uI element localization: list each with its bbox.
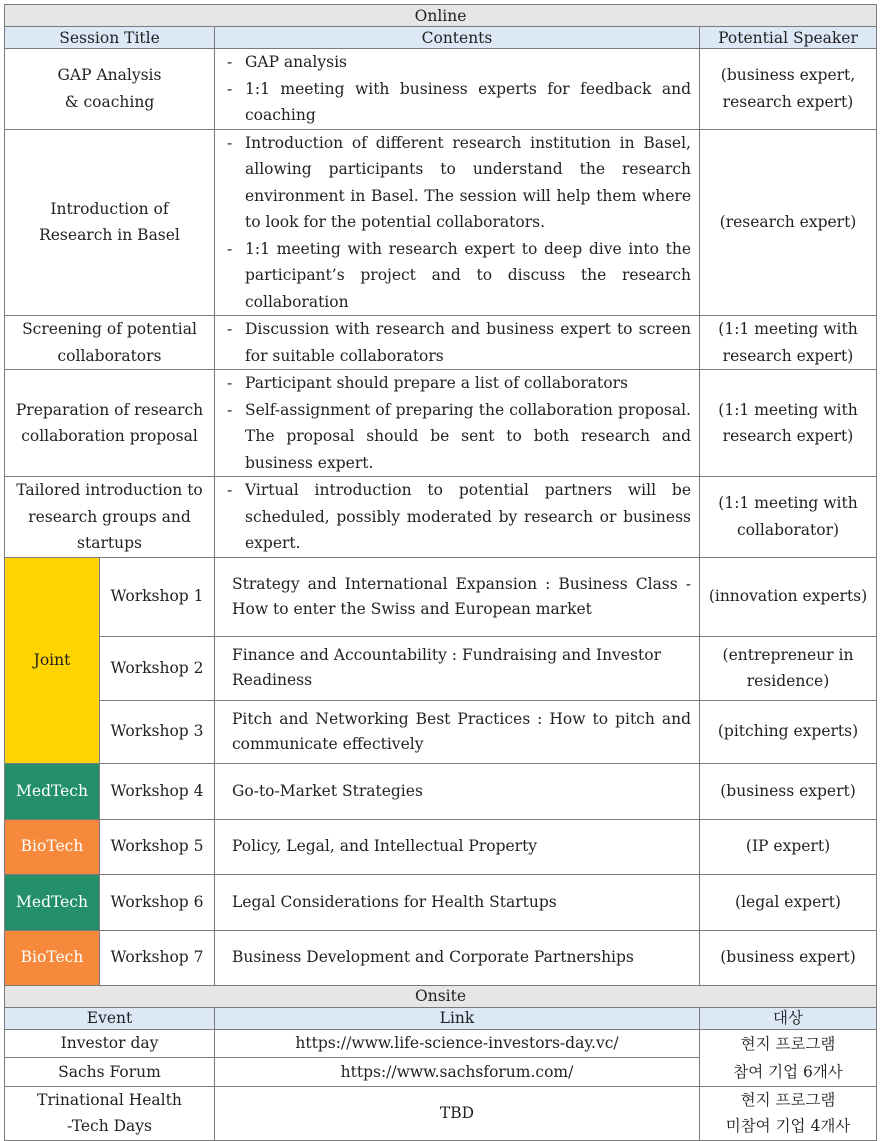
workshop-content: Finance and Accountability : Fundraising and Investor Readiness	[215, 636, 700, 700]
session-row	[5, 370, 877, 477]
workshop-speaker: (innovation experts)	[700, 557, 877, 636]
content-item: - Discussion with research and business expert to screen for suitable collaborators	[223, 316, 691, 369]
workshop-content: Business Development and Corporate Partnerships	[215, 930, 700, 985]
workshop-name: Workshop 5	[100, 819, 215, 874]
event-link[interactable]: https://www.life-science-investors-day.vc/	[215, 1029, 700, 1058]
content-item: - Introduction of different research institution in Basel, allowing participants to understand the research environment in Basel. The session will help them where to look for the potential collaborators.	[223, 130, 691, 236]
session-title: Preparation of research collaboration proposal	[5, 370, 215, 477]
track-biotech: BioTech	[5, 930, 100, 985]
event-target: 현지 프로그램 미참여 기업 4개사	[700, 1086, 877, 1140]
workshop-name: Workshop 4	[100, 763, 215, 819]
session-title: Tailored introduction to research groups and startups	[5, 477, 215, 558]
event-link[interactable]: https://www.sachsforum.com/	[215, 1058, 700, 1087]
session-contents	[215, 370, 700, 477]
content-item: - Virtual introduction to potential partners will be scheduled, possibly moderated by research or business expert.	[223, 477, 691, 557]
workshop-row	[5, 819, 877, 874]
session-title: Screening of potential collaborators	[5, 316, 215, 370]
workshop-name: Workshop 3	[100, 700, 215, 763]
workshop-content: Legal Considerations for Health Startups	[215, 874, 700, 930]
session-contents	[215, 477, 700, 558]
workshop-name: Workshop 7	[100, 930, 215, 985]
session-speaker: (1:1 meeting with research expert)	[700, 370, 877, 477]
session-contents	[215, 316, 700, 370]
event-target: 현지 프로그램 참여 기업 6개사	[700, 1029, 877, 1086]
content-item: - GAP analysis	[223, 49, 691, 76]
workshop-speaker: (IP expert)	[700, 819, 877, 874]
session-contents	[215, 129, 700, 316]
content-item: - Participant should prepare a list of collaborators	[223, 370, 691, 397]
track-medtech: MedTech	[5, 874, 100, 930]
workshop-content: Go-to-Market Strategies	[215, 763, 700, 819]
event-row	[5, 1086, 877, 1140]
program-table-wrapper	[4, 4, 876, 1141]
workshop-content: Strategy and International Expansion : Business Class - How to enter the Swiss and European market	[215, 557, 700, 636]
workshop-speaker: (legal expert)	[700, 874, 877, 930]
session-title: Introduction of Research in Basel	[5, 129, 215, 316]
header-event: Event	[5, 1007, 215, 1029]
event-link: TBD	[215, 1086, 700, 1140]
session-speaker: (1:1 meeting with collaborator)	[700, 477, 877, 558]
track-joint: Joint	[5, 557, 100, 763]
track-biotech: BioTech	[5, 819, 100, 874]
content-item: - 1:1 meeting with research expert to deep dive into the participant’s project and to discuss the research collaboration	[223, 236, 691, 316]
header-potential-speaker: Potential Speaker	[700, 27, 877, 49]
event-name: Investor day	[5, 1029, 215, 1058]
session-speaker: (1:1 meeting with research expert)	[700, 316, 877, 370]
session-row	[5, 316, 877, 370]
content-item: - Self-assignment of preparing the collaboration proposal. The proposal should be sent to both research and business expert.	[223, 397, 691, 477]
header-contents: Contents	[215, 27, 700, 49]
session-contents	[215, 49, 700, 130]
session-row	[5, 49, 877, 130]
onsite-section-title: Onsite	[5, 985, 877, 1007]
workshop-speaker: (business expert)	[700, 930, 877, 985]
event-name: Trinational Health -Tech Days	[5, 1086, 215, 1140]
workshop-speaker: (pitching experts)	[700, 700, 877, 763]
track-medtech: MedTech	[5, 763, 100, 819]
event-row	[5, 1029, 877, 1058]
event-name: Sachs Forum	[5, 1058, 215, 1087]
workshop-name: Workshop 1	[100, 557, 215, 636]
program-table	[4, 4, 877, 1141]
session-speaker: (business expert, research expert)	[700, 49, 877, 130]
workshop-row	[5, 763, 877, 819]
workshop-row	[5, 557, 877, 636]
online-section-title: Online	[5, 5, 877, 27]
workshop-row	[5, 700, 877, 763]
workshop-content: Policy, Legal, and Intellectual Property	[215, 819, 700, 874]
workshop-row	[5, 636, 877, 700]
session-row	[5, 477, 877, 558]
workshop-speaker: (entrepreneur in residence)	[700, 636, 877, 700]
workshop-content: Pitch and Networking Best Practices : How to pitch and communicate effectively	[215, 700, 700, 763]
session-row	[5, 129, 877, 316]
workshop-speaker: (business expert)	[700, 763, 877, 819]
header-link: Link	[215, 1007, 700, 1029]
workshop-name: Workshop 6	[100, 874, 215, 930]
session-speaker: (research expert)	[700, 129, 877, 316]
header-session-title: Session Title	[5, 27, 215, 49]
workshop-row	[5, 930, 877, 985]
content-item: - 1:1 meeting with business experts for feedback and coaching	[223, 76, 691, 129]
header-target: 대상	[700, 1007, 877, 1029]
workshop-row	[5, 874, 877, 930]
session-title: GAP Analysis & coaching	[5, 49, 215, 130]
workshop-name: Workshop 2	[100, 636, 215, 700]
